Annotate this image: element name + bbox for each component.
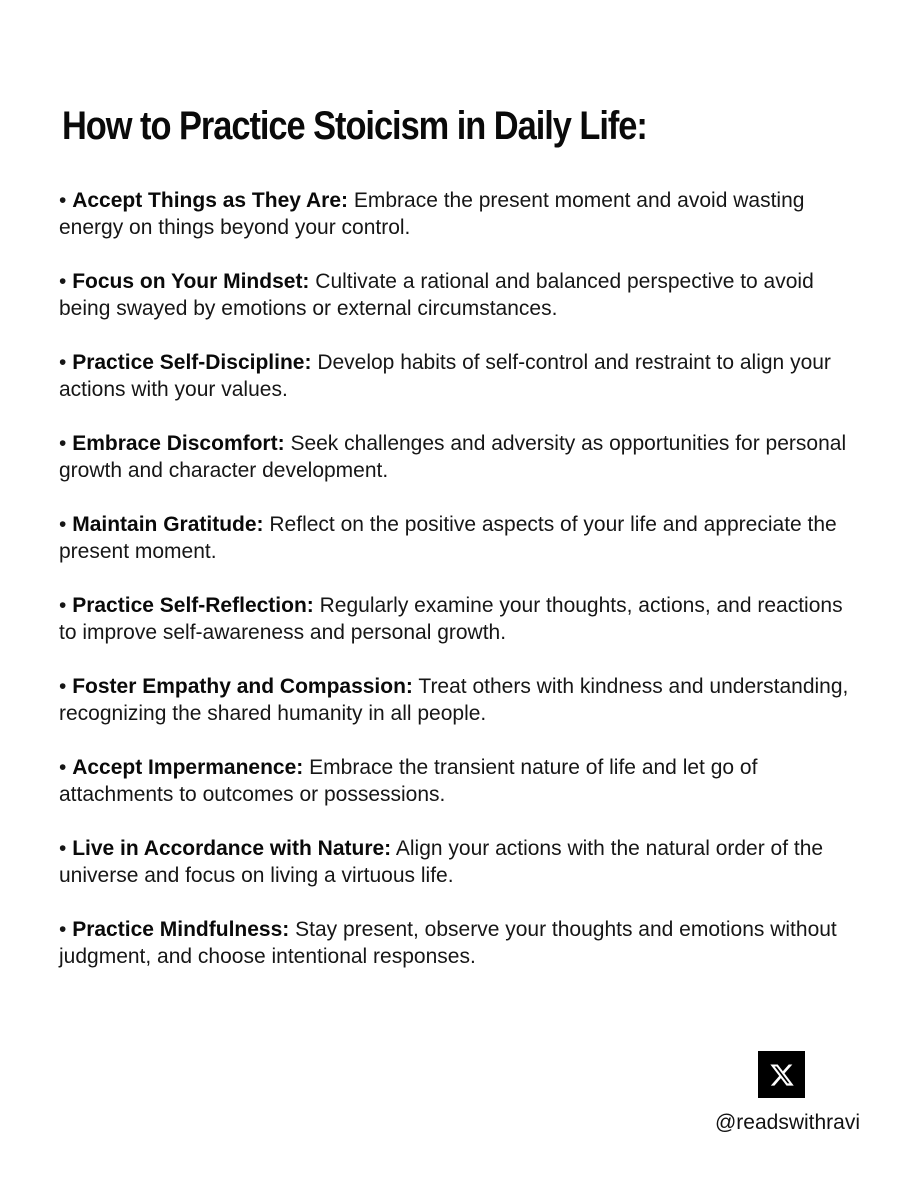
tip-text: Develop habits of self-control and restraint to align your actions with your values. [59,351,831,401]
list-item [59,511,859,565]
bullet: • [59,594,67,617]
tip-text: Embrace the transient nature of life and let go of attachments to outcomes or possessions. [59,756,758,806]
bullet: • [59,837,67,860]
tip-title: Practice Self-Reflection: [72,594,314,617]
x-glyph-icon [769,1062,795,1088]
tip-title: Practice Mindfulness: [72,918,290,941]
list-item [59,268,859,322]
list-item [59,916,859,970]
bullet: • [59,918,67,941]
list-item [59,430,859,484]
bullet: • [59,270,67,293]
tip-title: Practice Self-Discipline: [72,351,312,374]
list-item [59,673,859,727]
tip-text: Regularly examine your thoughts, actions, and reactions to improve self-awareness and personal growth. [59,594,843,644]
tip-text: Seek challenges and adversity as opportunities for personal growth and character development. [59,432,847,482]
tip-title: Maintain Gratitude: [72,513,264,536]
page-title: How to Practice Stoicism in Daily Life: [62,104,647,148]
list-item [59,349,859,403]
list-item [59,187,859,241]
tip-title: Embrace Discomfort: [72,432,285,455]
list-item [59,754,859,808]
bullet: • [59,675,67,698]
bullet: • [59,513,67,536]
tip-title: Foster Empathy and Compassion: [72,675,413,698]
bullet: • [59,432,67,455]
tip-text: Align your actions with the natural order of the universe and focus on living a virtuous life. [59,837,824,887]
tip-text: Treat others with kindness and understanding, recognizing the shared humanity in all people. [59,675,849,725]
tip-text: Reflect on the positive aspects of your life and appreciate the present moment. [59,513,837,563]
x-logo-icon[interactable] [758,1051,805,1098]
social-handle[interactable]: @readswithravi [714,1111,860,1134]
bullet: • [59,756,67,779]
tip-text: Stay present, observe your thoughts and emotions without judgment, and choose intentional responses. [59,918,837,968]
tip-text: Cultivate a rational and balanced perspective to avoid being swayed by emotions or external circumstances. [59,270,814,320]
list-item [59,835,859,889]
bullet: • [59,351,67,374]
list-item [59,592,859,646]
tip-title: Live in Accordance with Nature: [72,837,392,860]
tip-title: Accept Impermanence: [72,756,304,779]
tip-title: Focus on Your Mindset: [72,270,310,293]
tip-text: Embrace the present moment and avoid wasting energy on things beyond your control. [59,189,805,239]
tips-list [59,187,859,997]
bullet: • [59,189,67,212]
tip-title: Accept Things as They Are: [72,189,348,212]
